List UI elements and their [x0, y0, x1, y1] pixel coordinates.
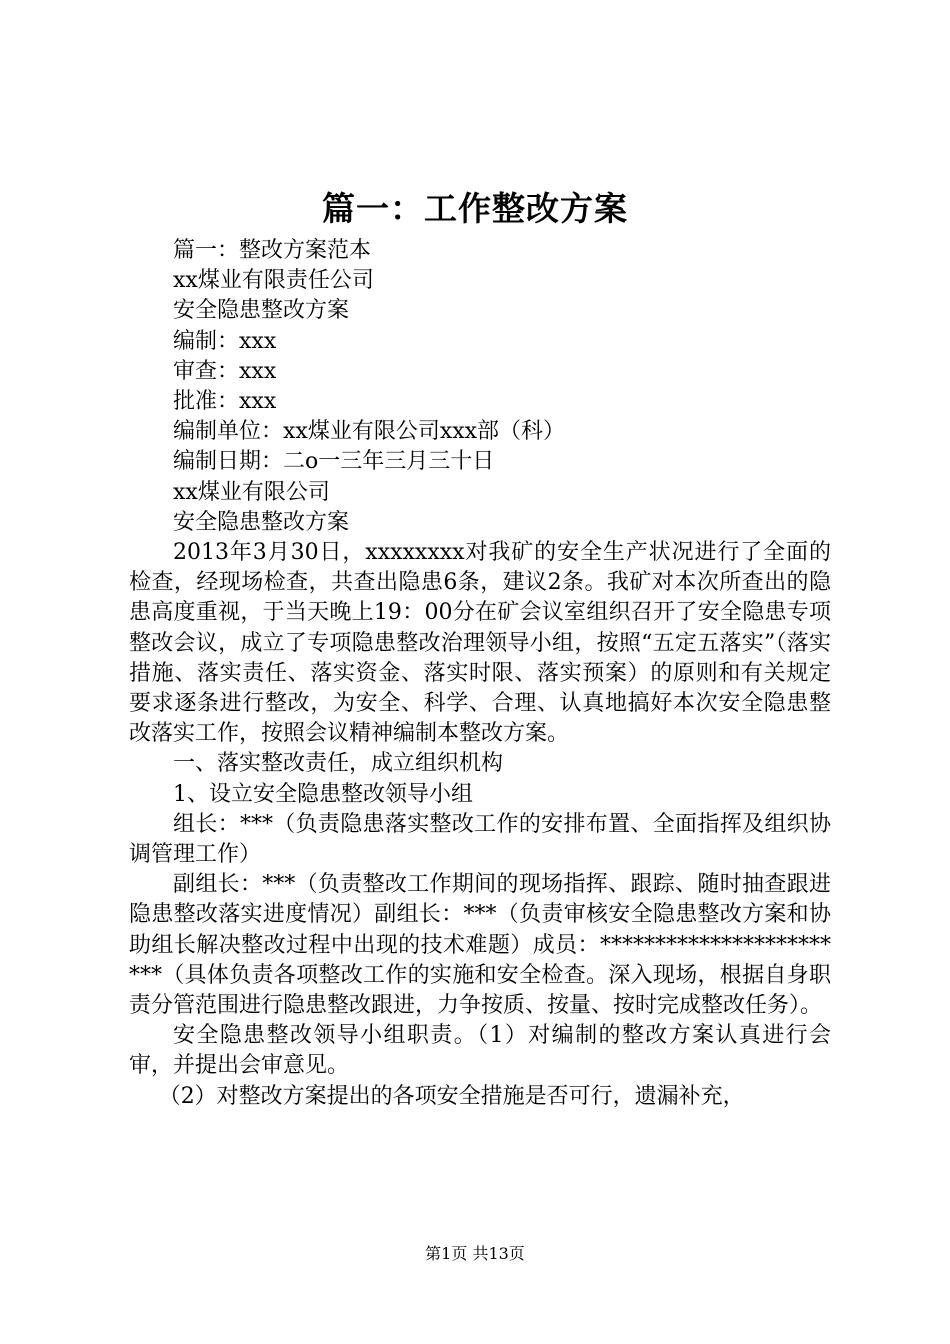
paragraph: 编制：xxx	[173, 328, 277, 354]
paragraph: 安全隐患整改领导小组职责。（1）对编制的整改方案认真进行会审，并提出会审意见。	[129, 1023, 831, 1079]
paragraph: 编制单位：xx煤业有限公司xxx部（科）	[173, 419, 566, 445]
paragraph: （2）对整改方案提出的各项安全措施是否可行，遗漏补充，	[158, 1083, 745, 1109]
paragraph: 篇一：整改方案范本	[173, 238, 372, 263]
paragraph: 批准：xxx	[173, 389, 277, 415]
paragraph: 一、落实整改责任，成立组织机构	[173, 751, 504, 777]
paragraph: 2013年3月30日，xxxxxxxx对我矿的安全生产状况进行了全面的检查，经现场检查，共查出隐患6条，建议2条。我矿对本次所查出的隐患高度重视，于当天晚上19：00分在矿会议室组织召开了安全隐患专项整改会议，成立了专项隐患整改治理领导小组，按照“五定五落实”（落实措施、落实责任、落实资金、落实时限、落实预案）的原则和有关规定要求逐条进行整改，为安全、科学、合理、认真地搞好本次安全隐患整改落实工作，按照会议精神编制本整改方案。	[129, 540, 831, 747]
paragraph: 安全隐患整改方案	[173, 509, 350, 535]
paragraph: 1、设立安全隐患整改领导小组	[173, 781, 473, 807]
paragraph: xx煤业有限责任公司	[173, 268, 374, 294]
page-footer: 第1页 共13页	[425, 1244, 525, 1263]
document-title: 篇一：工作整改方案	[322, 189, 628, 228]
paragraph: 编制日期：二o一三年三月三十日	[173, 449, 495, 475]
paragraph: 组长：***（负责隐患落实整改工作的安排布置、全面指挥及组织协调管理工作）	[129, 811, 831, 868]
paragraph: 审查：xxx	[173, 358, 277, 384]
paragraph: 安全隐患整改方案	[173, 298, 350, 324]
paragraph: 副组长：***（负责整改工作期间的现场指挥、跟踪、随时抽查跟进隐患整改落实进度情况）副组长：***（负责审核安全隐患整改方案和协助组长解决整改过程中出现的技术难题）成员：************************（具体负责各项整改工作的实施和安全检查。深入现场，根据自身职责分管范围进行隐患整改跟进，力争按质、按量、按时完成整改任务）。	[129, 872, 831, 1019]
paragraph: xx煤业有限公司	[173, 479, 330, 505]
document-body	[129, 236, 831, 1112]
